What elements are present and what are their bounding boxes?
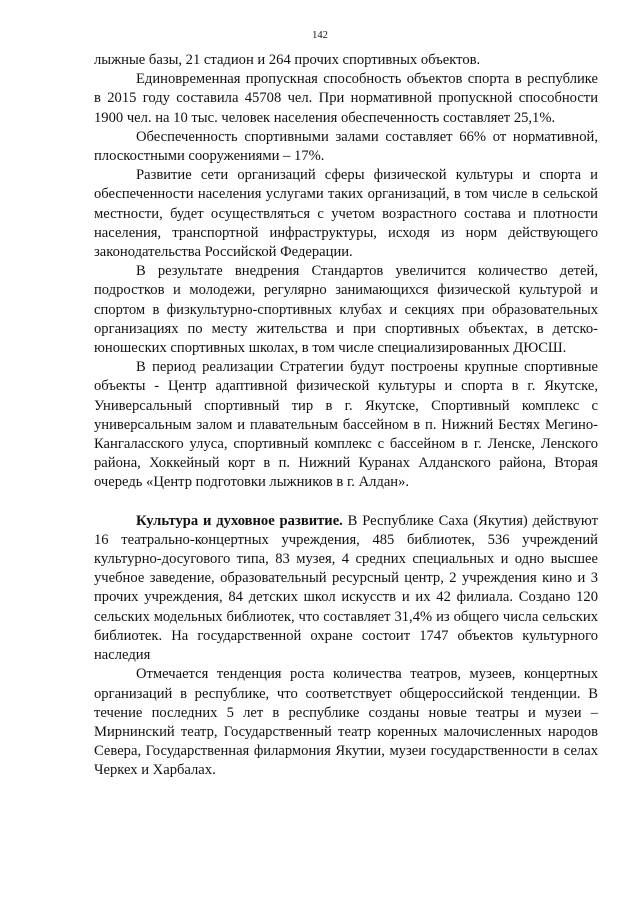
- paragraph-culture: [94, 512, 598, 666]
- section-heading-culture: Культура и духовное развитие.: [136, 512, 343, 529]
- paragraph-throughput-capacity: Единовременная пропускная способность объектов спорта в республике в 2015 году составила 45708 чел. При нормативной пропускной способности 1900 чел. на 10 тыс. человек населения обеспеченность составляет 25,1%.: [94, 71, 598, 126]
- paragraph-network-development: Развитие сети организаций сферы физической культуры и спорта и обеспеченности населения услугами таких организаций, в том числе в сельской местности, будет осуществляться с учетом возрастного состава и плотности населения, транспортной инфраструктуры, исходя из норм действующего законодательства Российской Федерации.: [94, 167, 598, 261]
- paragraph-new-sports-objects: В период реализации Стратегии будут построены крупные спортивные объекты - Центр адаптивной физической культуры и спорта в г. Якутске, Универсальный спортивный тир в г. Якутске, Спортивный комплекс с универсальным залом и плавательным бассейном в п. Нижний Бестях Мегино-Кангаласского улуса, спортивный комплекс с бассейном в г. Ленске, Ленского района, Хоккейный корт в п. Нижний Куранах Алданского района, Вторая очередь «Центр подготовки лыжников в г. Алдан».: [94, 359, 598, 491]
- paragraph-sports-facilities-continued: лыжные базы, 21 стадион и 264 прочих спортивных объектов.: [94, 52, 481, 68]
- paragraph-standards-implementation: В результате внедрения Стандартов увеличится количество детей, подростков и молодежи, регулярно занимающихся физической культурой и спортом в физкультурно-спортивных клубах и секциях при образовательных организациях по месту жительства и при спортивных объектах, в детско-юношеских спортивных школах, в том числе специализированных ДЮСШ.: [94, 263, 598, 357]
- paragraph-theatre-growth: Отмечается тенденция роста количества театров, музеев, концертных организаций в республике, что соответствует общероссийской тенденции. В течение последних 5 лет в республике созданы новые театры и музеи – Мирнинский театр, Государственный театр коренных малочисленных народов Севера, Государственная филармония Якутии, музеи государственности в селах Черкех и Харбалах.: [94, 666, 598, 779]
- paragraph-culture-text: В Республике Саха (Якутия) действуют 16 театрально-концертных учреждения, 485 библиотек, 536 учреждений культурно-досугового типа, 83 музея, 4 средних специальных и одно высшее учебное заведение, образовательный ресурсный центр, 2 учреждения кино и 3 прочих учреждения, 84 детских школ искусств и их 42 филиала. Создано 120 сельских модельных библиотек, что составляет 31,4% из общего числа сельских библиотек. На государственной охране состоит 1747 объектов культурного наследия: [94, 512, 598, 664]
- body-text: [94, 51, 598, 781]
- page-number: 142: [312, 30, 328, 41]
- paragraph-sports-halls-provision: Обеспеченность спортивными залами составляет 66% от нормативной, плоскостными сооружениями – 17%.: [94, 128, 598, 165]
